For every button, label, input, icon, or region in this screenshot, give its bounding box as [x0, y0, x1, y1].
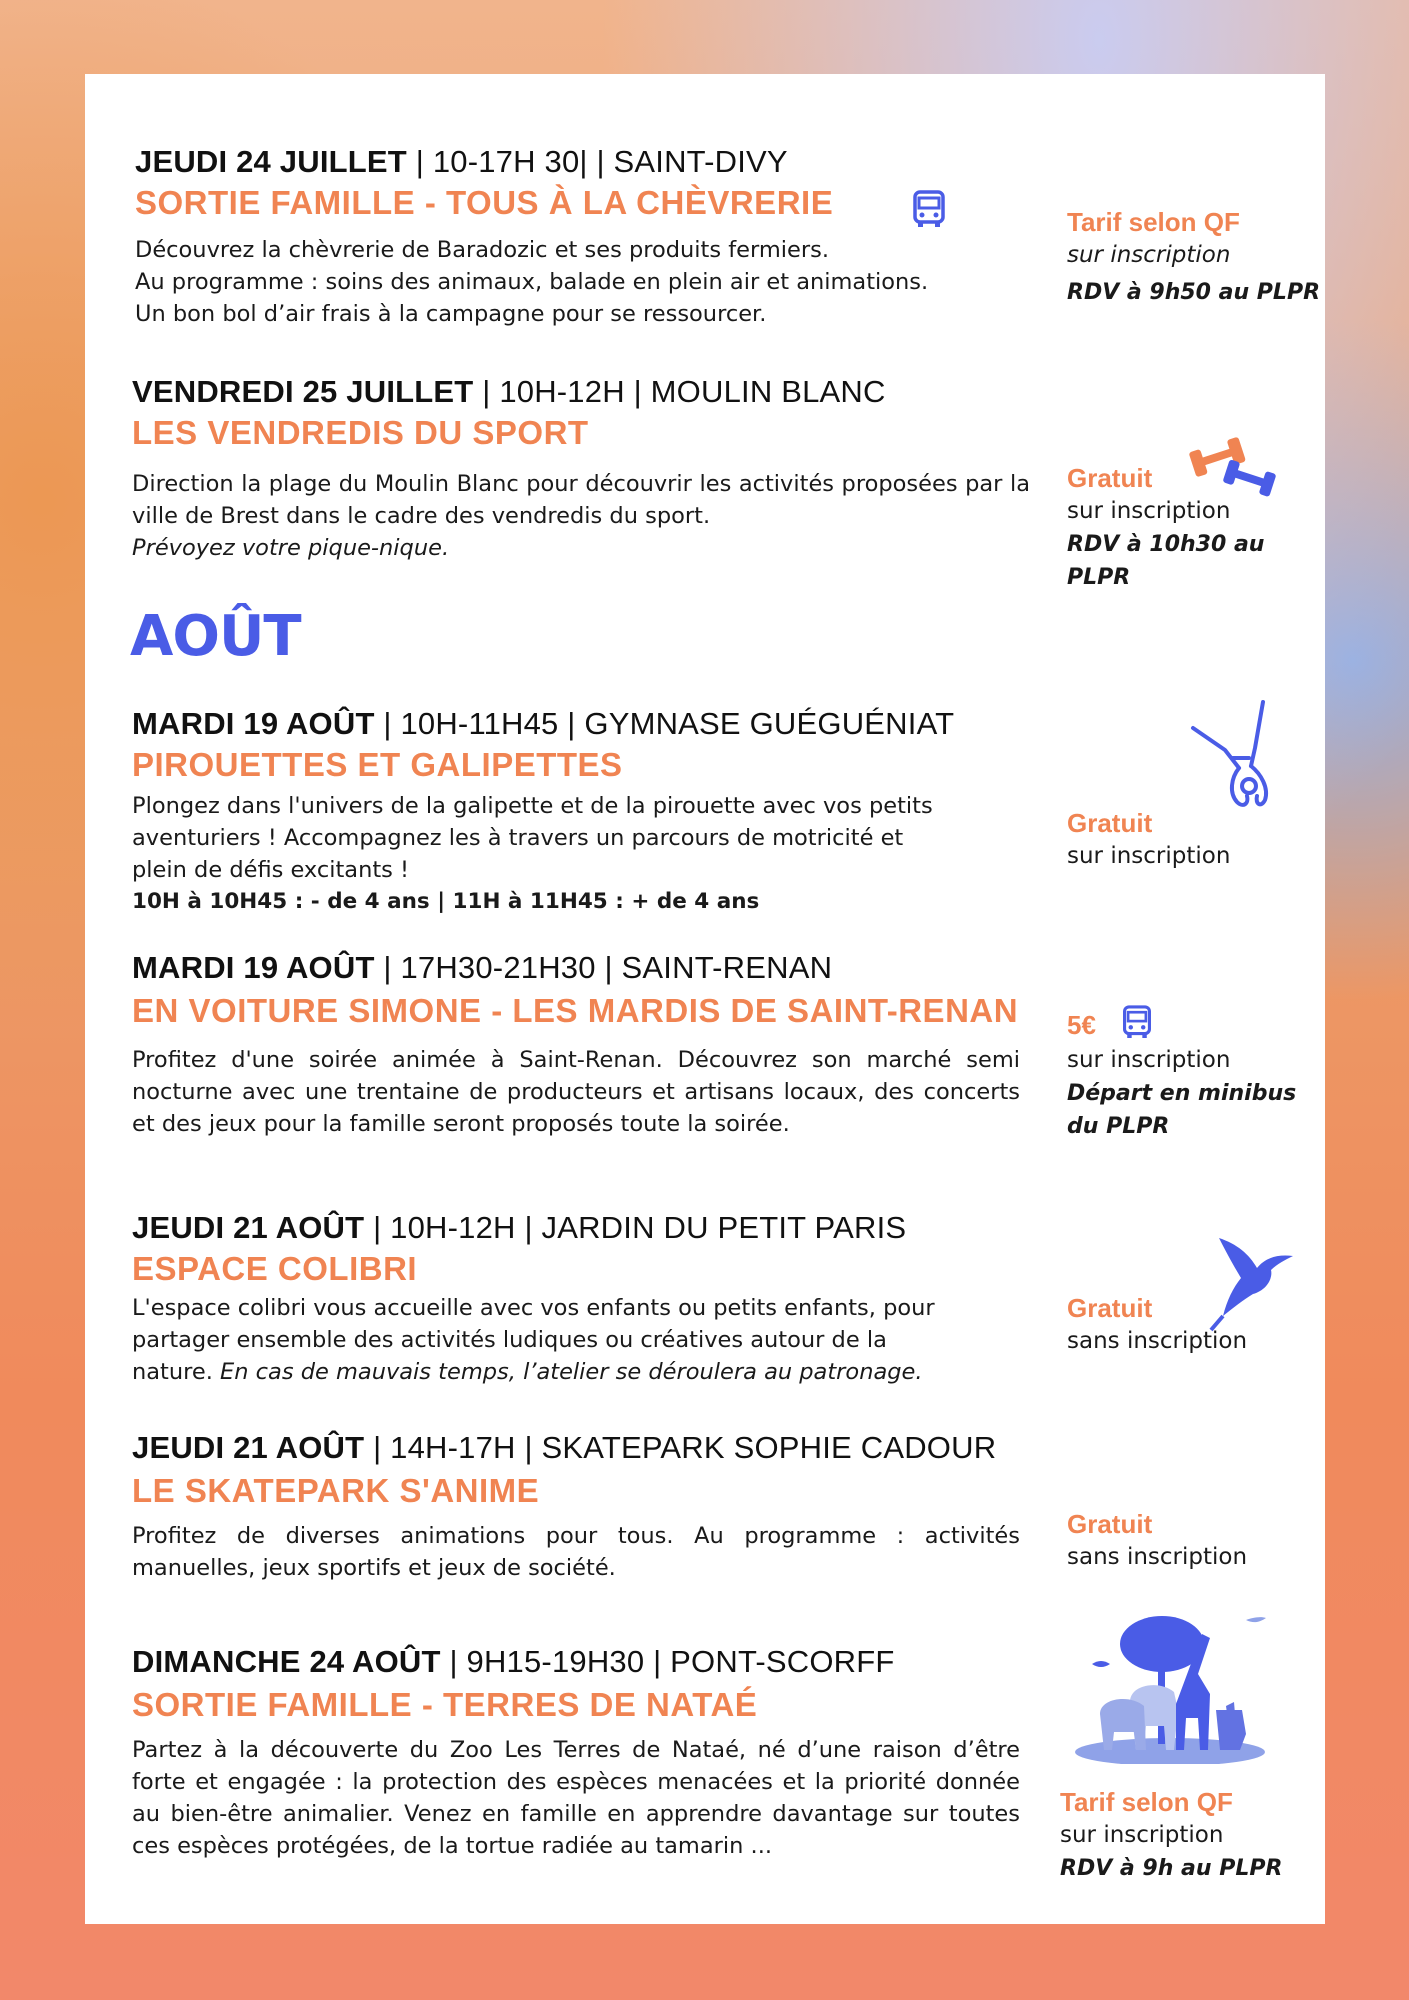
- event-time-place: | 9H15-19H30 | PONT-SCORFF: [440, 1644, 895, 1679]
- program-card: [85, 74, 1325, 1924]
- event-description: Profitez d'une soirée animée à Saint-Renan. Découvrez son marché semi nocturne avec une trentaine de producteurs et artisans locaux, des concerts et des jeux pour la famille seront proposés toute la soirée.: [132, 1047, 1020, 1137]
- event-price: Tarif selon QF: [1067, 207, 1240, 237]
- event-description: Profitez de diverses animations pour tous. Au programme : activités manuelles, jeux sportifs et jeux de société.: [132, 1523, 1020, 1581]
- event-header: [132, 1430, 996, 1466]
- event-info: [1067, 1292, 1247, 1358]
- event-info: [1067, 807, 1230, 873]
- event-description: Direction la plage du Moulin Blanc pour découvrir les activités proposées par la ville de Brest dans le cadre des vendredis du sport. Prévoyez votre pique-nique.: [132, 471, 1030, 561]
- event-description: Plongez dans l'univers de la galipette et de la pirouette avec vos petits aventuriers ! Accompagnez les à travers un parcours de motricité et plein de défis excitants ! 10H à 10H45 : - de 4 ans | 11H à 11H45 : + de 4 ans: [132, 793, 933, 914]
- event-header: [132, 950, 832, 986]
- event-date: JEUDI 24 JUILLET: [135, 144, 407, 179]
- event-info: [1060, 1786, 1282, 1885]
- event-description: Découvrez la chèvrerie de Baradozic et ses produits fermiers. Au programme : soins des animaux, balade en plein air et animations. Un bon bol d’air frais à la campagne pour se ressourcer.: [135, 237, 929, 327]
- event-title: PIROUETTES ET GALIPETTES: [132, 746, 623, 783]
- event-rdv: Départ en minibus: [1067, 1081, 1297, 1106]
- event-inscription: sur inscription: [1060, 1822, 1224, 1848]
- event-date: MARDI 19 AOÛT: [132, 950, 375, 985]
- month-heading: AOÛT: [130, 604, 301, 669]
- event-time-place: | 10H-12H | MOULIN BLANC: [473, 374, 886, 409]
- event-description: Partez à la découverte du Zoo Les Terres de Nataé, né d’une raison d’être forte et engagée : la protection des espèces menacées et la priorité donnée au bien-être animalier. Venez en famille en apprendre davantage sur toutes ces espèces protégées, de la tortue radiée au tamarin ...: [132, 1737, 1020, 1859]
- event-rdv: RDV à 10h30 au: [1067, 532, 1265, 557]
- event-time-place: | 10H-12H | JARDIN DU PETIT PARIS: [364, 1210, 907, 1245]
- bus-icon: [911, 189, 947, 233]
- event-inscription: sur inscription: [1067, 498, 1231, 524]
- event-price-row: [1067, 998, 1296, 1044]
- event-info: [1067, 206, 1320, 309]
- event-inscription: sans inscription: [1067, 1544, 1248, 1570]
- event-header: [135, 144, 788, 180]
- event-title: EN VOITURE SIMONE - LES MARDIS DE SAINT-RENAN: [132, 992, 1019, 1029]
- event-time-place: | 17H30-21H30 | SAINT-RENAN: [374, 950, 833, 985]
- event-inscription: sur inscription: [1067, 242, 1231, 268]
- event-info: [1067, 998, 1296, 1143]
- event-time-place: | 10H-11H45 | GYMNASE GUÉGUÉNIAT: [374, 706, 955, 741]
- event-time-place: | 10-17H 30| | SAINT-DIVY: [406, 144, 788, 179]
- event-header: [132, 1644, 895, 1680]
- event-info: [1067, 1508, 1247, 1574]
- event-rdv-2: du PLPR: [1067, 1114, 1170, 1139]
- event-title: LE SKATEPARK S'ANIME: [132, 1472, 540, 1509]
- event-title: ESPACE COLIBRI: [132, 1250, 418, 1287]
- event-date: JEUDI 21 AOÛT: [132, 1430, 365, 1465]
- event-header: [132, 706, 954, 742]
- event-rdv: RDV à 9h au PLPR: [1060, 1856, 1283, 1881]
- event-price: Gratuit: [1067, 463, 1153, 493]
- event-title: SORTIE FAMILLE - TOUS À LA CHÈVRERIE: [135, 184, 834, 221]
- event-header: [132, 374, 886, 410]
- event-date: DIMANCHE 24 AOÛT: [132, 1644, 441, 1679]
- event-time-place: | 14H-17H | SKATEPARK SOPHIE CADOUR: [364, 1430, 997, 1465]
- event-info: [1067, 462, 1264, 594]
- event-price: Gratuit: [1067, 1293, 1153, 1323]
- event-inscription: sur inscription: [1067, 1047, 1231, 1073]
- event-title: SORTIE FAMILLE - TERRES DE NATAÉ: [132, 1686, 758, 1723]
- event-price: Gratuit: [1067, 808, 1153, 838]
- zoo-animals-icon: [1070, 1614, 1270, 1768]
- event-date: MARDI 19 AOÛT: [132, 706, 375, 741]
- event-description: L'espace colibri vous accueille avec vos enfants ou petits enfants, pour partager ensemble des activités ludiques ou créatives autour de la nature. En cas de mauvais temps, l’atelier se déroulera au patronage.: [132, 1295, 935, 1385]
- cartwheel-icon: [1185, 698, 1295, 822]
- event-rdv: RDV à 9h50 au PLPR: [1067, 280, 1321, 305]
- event-rdv-2: PLPR: [1067, 565, 1131, 590]
- event-date: JEUDI 21 AOÛT: [132, 1210, 365, 1245]
- event-price: Tarif selon QF: [1060, 1787, 1233, 1817]
- event-inscription: sans inscription: [1067, 1328, 1248, 1354]
- event-title: LES VENDREDIS DU SPORT: [132, 414, 589, 451]
- bus-icon: [1121, 1020, 1153, 1046]
- event-date: VENDREDI 25 JUILLET: [132, 374, 474, 409]
- event-header: [132, 1210, 906, 1246]
- event-price: Gratuit: [1067, 1509, 1153, 1539]
- event-price: 5€: [1067, 1010, 1096, 1040]
- event-inscription: sur inscription: [1067, 843, 1231, 869]
